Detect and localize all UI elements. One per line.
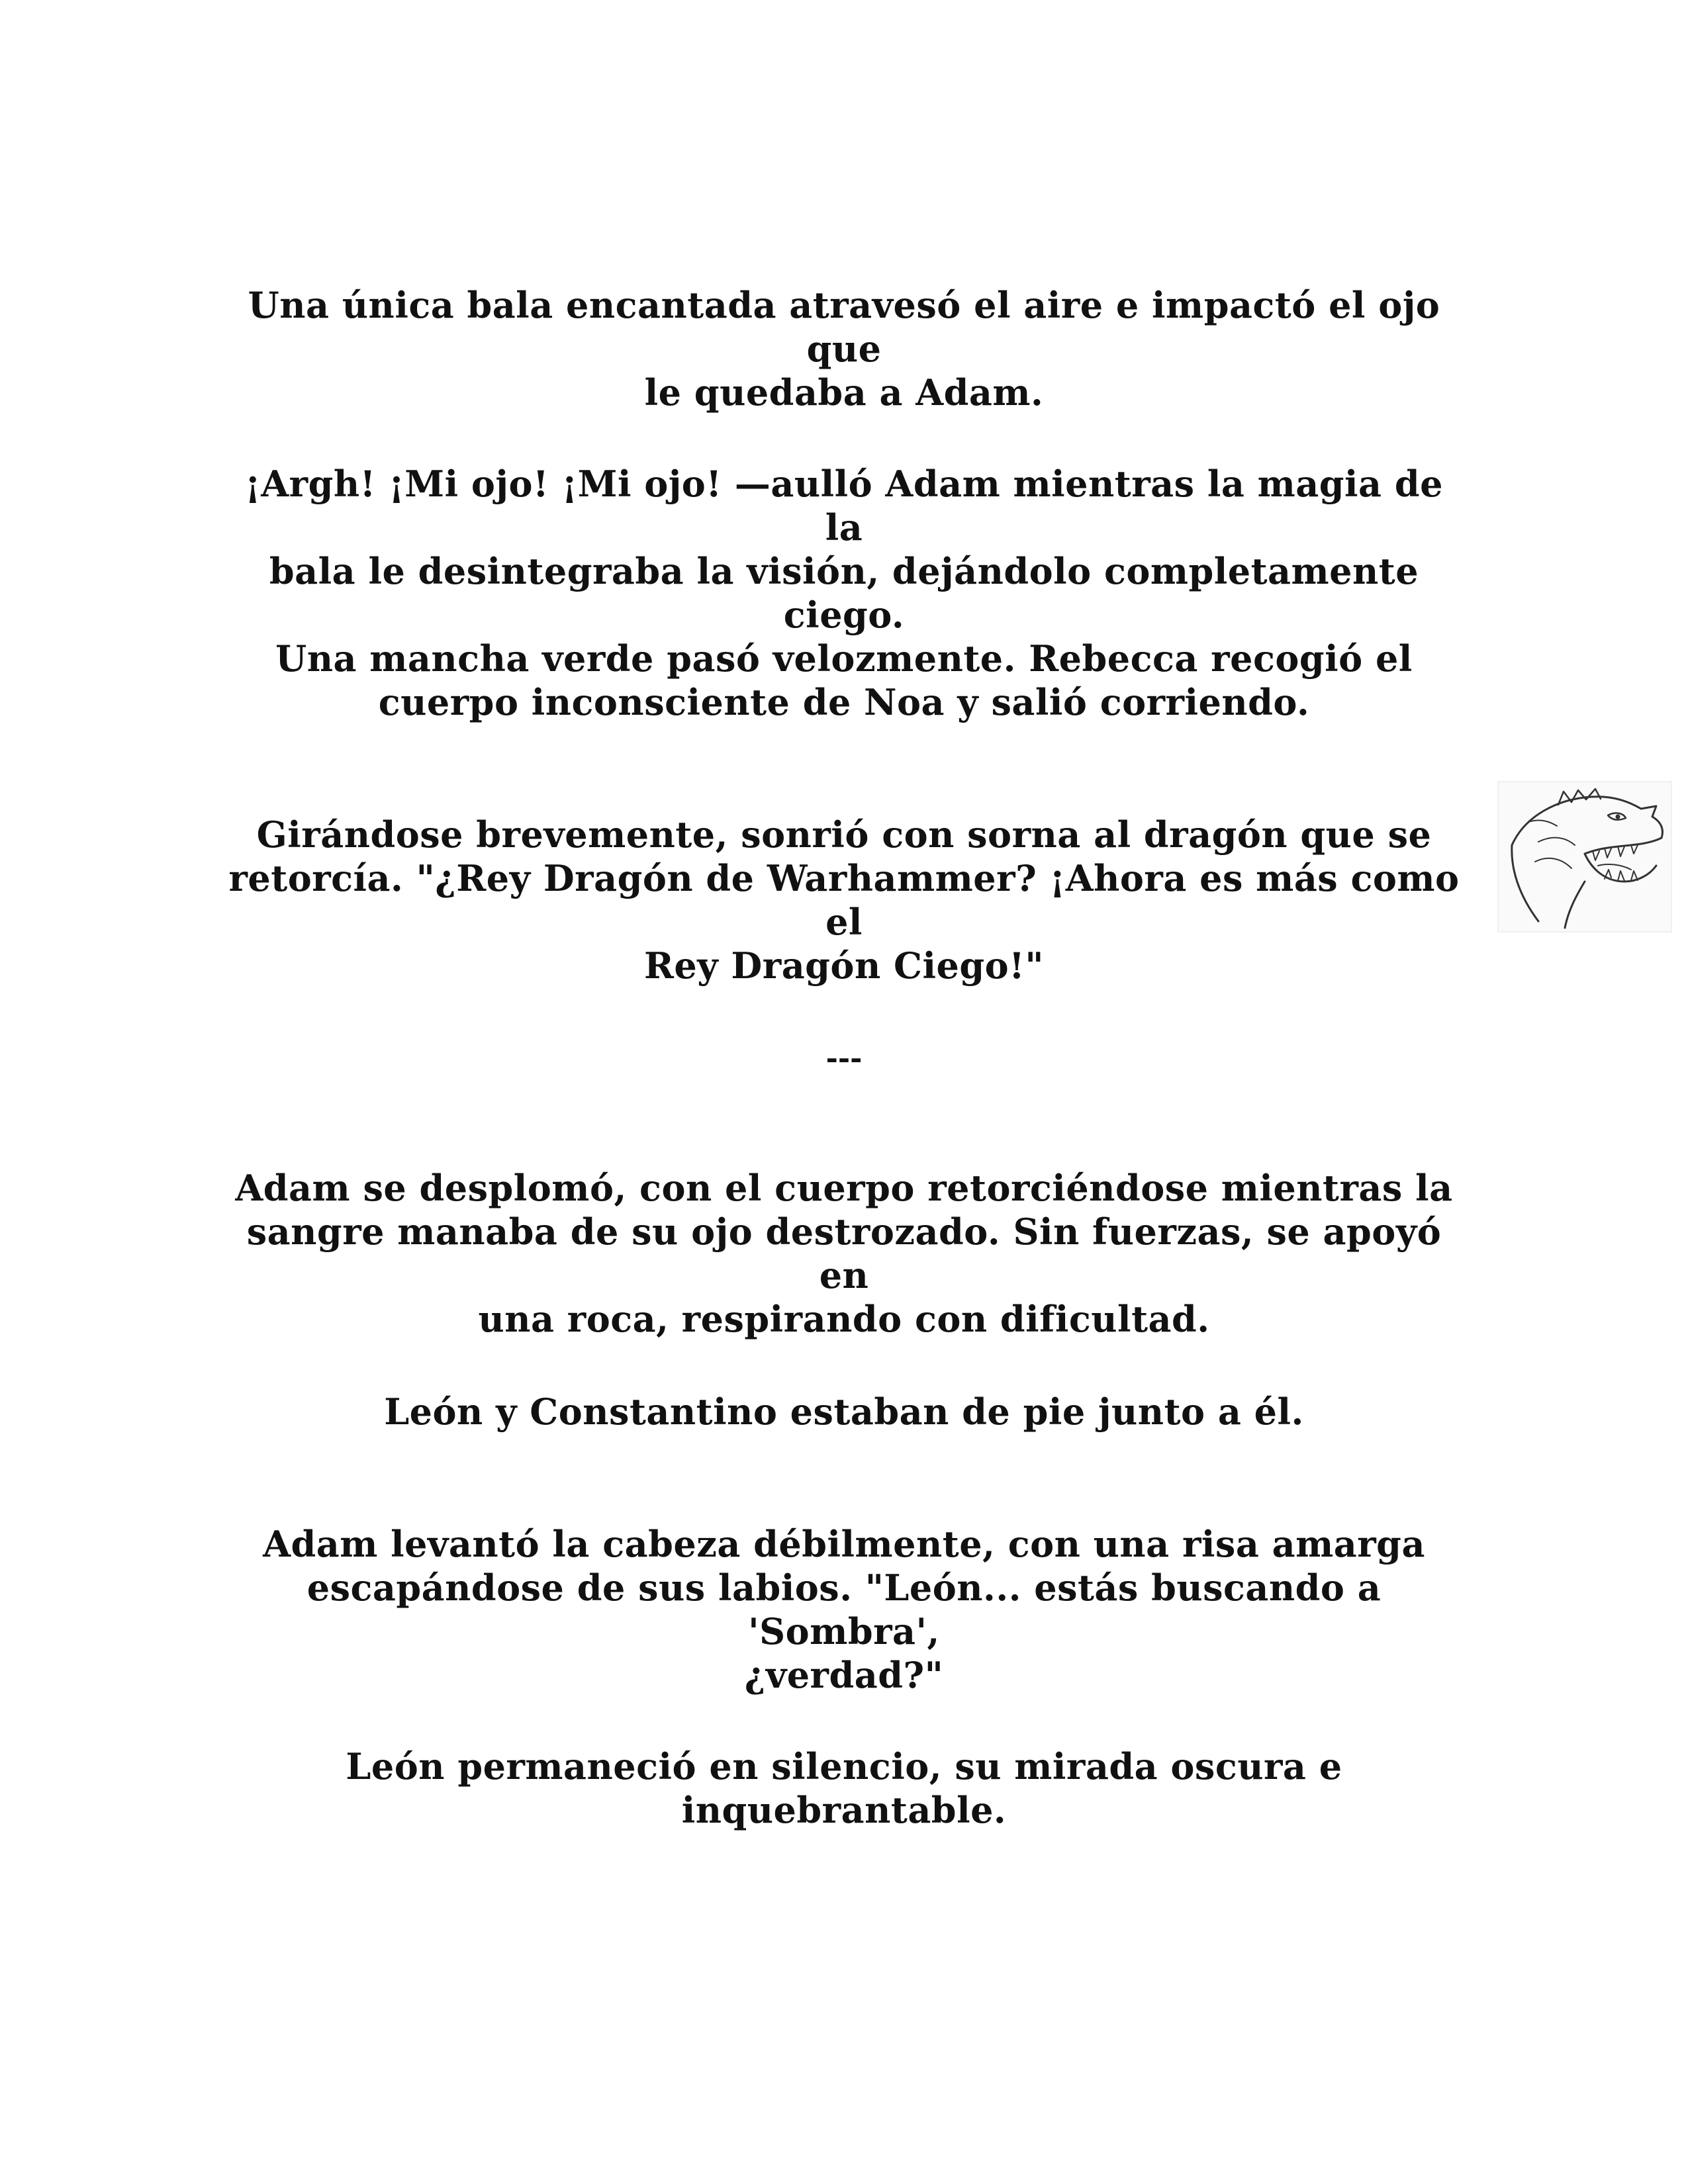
paragraph-8: León permaneció en silencio, su mirada oscura e inquebrantable. — [346, 1745, 1342, 1831]
paragraph-1: Una única bala encantada atravesó el aire e impactó el ojo que le quedaba a Adam. — [248, 284, 1440, 414]
paragraph-6: León y Constantino estaban de pie junto a él. — [384, 1390, 1304, 1433]
paragraph-2: ¡Argh! ¡Mi ojo! ¡Mi ojo! —aulló Adam mientras la magia de la bala le desintegraba la visión, dejándolo completamente ciego. — [245, 463, 1443, 636]
paragraph-4: Girándose brevemente, sonrió con sorna al dragón que se retorcía. "¿Rey Dragón de Warhammer? ¡Ahora es más como el Rey Dragón Ciego!" — [228, 813, 1460, 987]
paragraph-7: Adam levantó la cabeza débilmente, con una risa amarga escapándose de sus labios. "León... estás buscando a 'Sombra', ¿verdad?" — [263, 1523, 1425, 1696]
paragraph-3: Una mancha verde pasó velozmente. Rebecca recogió el cuerpo inconsciente de Noa y salió corriendo. — [275, 637, 1413, 723]
dragon-head-sketch-icon — [1497, 781, 1672, 933]
paragraph-5: Adam se desplomó, con el cuerpo retorciéndose mientras la sangre manaba de su ojo destrozado. Sin fuerzas, se apoyó en una roca, respirando con dificultad. — [235, 1167, 1453, 1340]
section-separator: --- — [825, 1042, 863, 1075]
